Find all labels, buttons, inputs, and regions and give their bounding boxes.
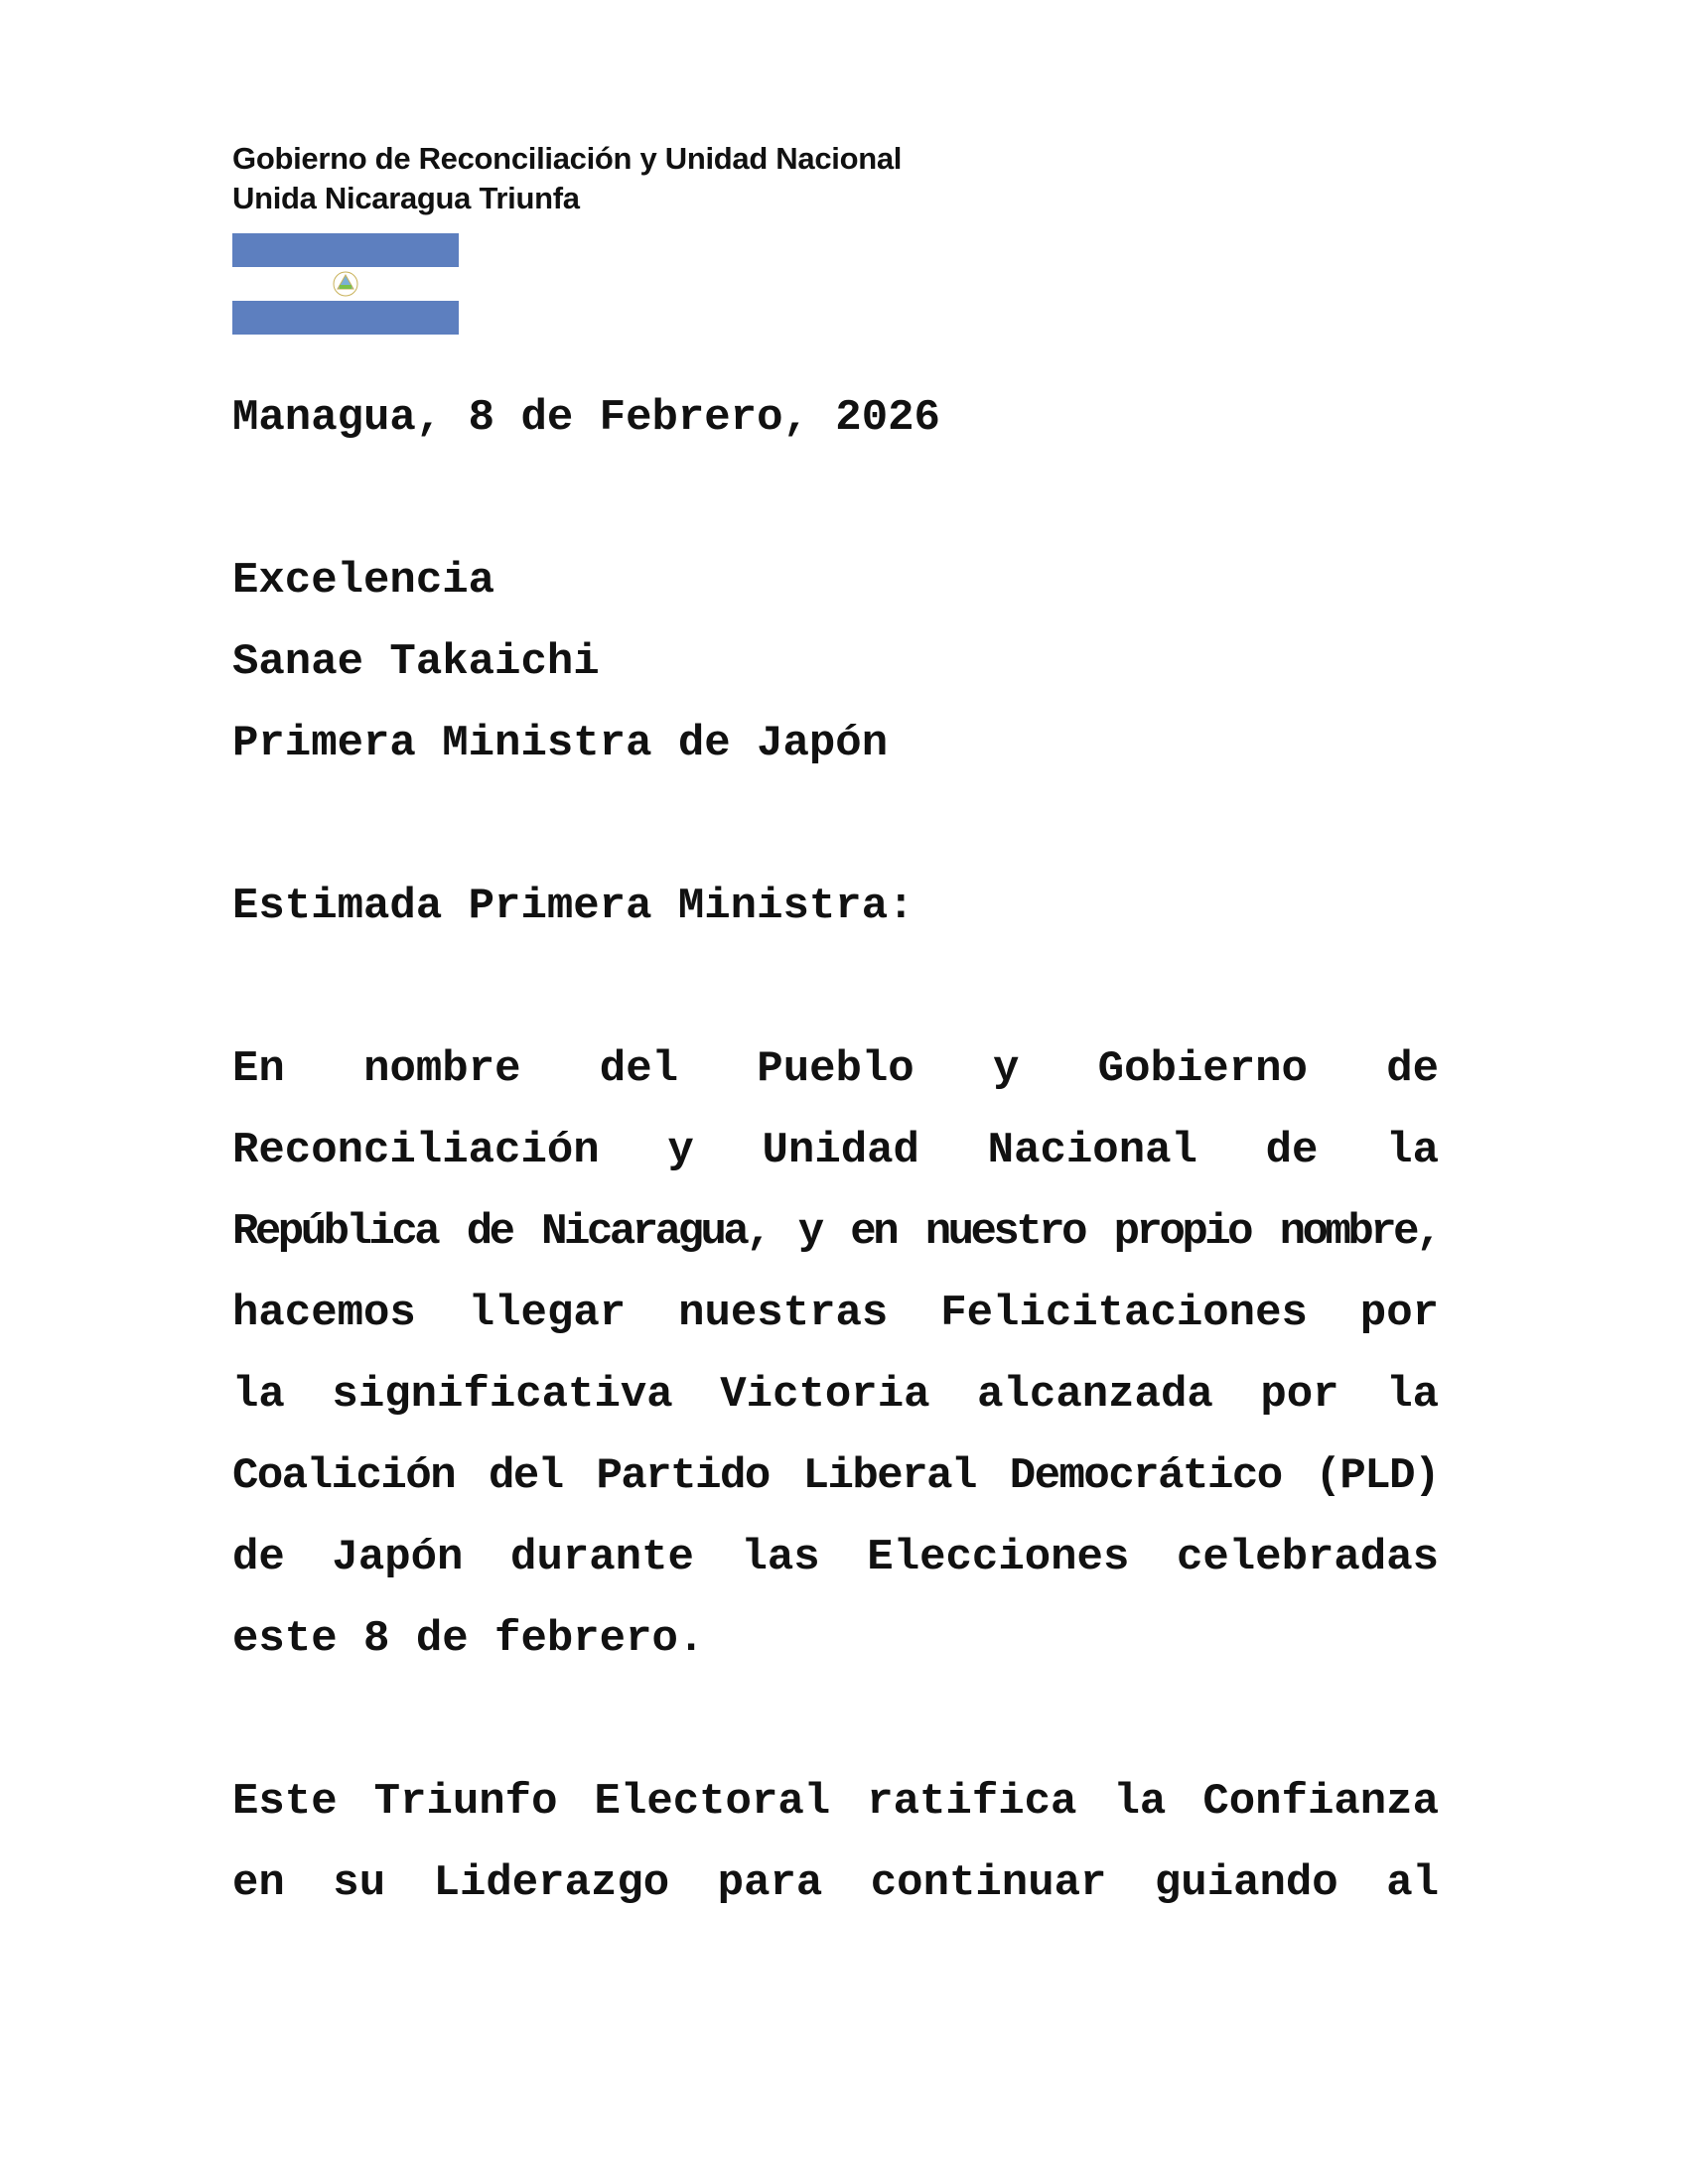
paragraph-line: Reconciliación y Unidad Nacional de la [232,1126,1439,1175]
recipient-position: Primera Ministra de Japón [232,719,889,768]
paragraph-line: Este Triunfo Electoral ratifica la Confianza [232,1777,1439,1827]
paragraph-line: hacemos llegar nuestras Felicitaciones por [232,1289,1439,1338]
paragraph-2 [232,1761,1439,1924]
nicaragua-flag [232,233,459,335]
paragraph-line: la significativa Victoria alcanzada por la [232,1370,1439,1420]
paragraph-line: de Japón durante las Elecciones celebradas [232,1533,1439,1582]
paragraph-1 [232,1028,1439,1680]
paragraph-line: Coalición del Partido Liberal Democrático (PLD) [232,1451,1439,1501]
recipient-title: Excelencia [232,556,495,606]
paragraph-line: República de Nicaragua, y en nuestro propio nombre, [232,1207,1439,1257]
salutation: Estimada Primera Ministra: [232,882,914,931]
letter-body [232,377,1439,1924]
letterhead-slogan: Unida Nicaragua Triunfa [232,181,580,215]
paragraph-line: en su Liderazgo para continuar guiando al [232,1858,1439,1908]
paragraph-line: En nombre del Pueblo y Gobierno de [232,1044,1439,1094]
letterhead-government: Gobierno de Reconciliación y Unidad Nacional [232,141,903,176]
paragraph-line: este 8 de febrero. [232,1614,705,1664]
recipient-name: Sanae Takaichi [232,637,600,687]
letterhead [232,139,902,218]
letter-date: Managua, 8 de Febrero, 2026 [232,393,940,443]
coat-of-arms-icon [331,269,360,299]
